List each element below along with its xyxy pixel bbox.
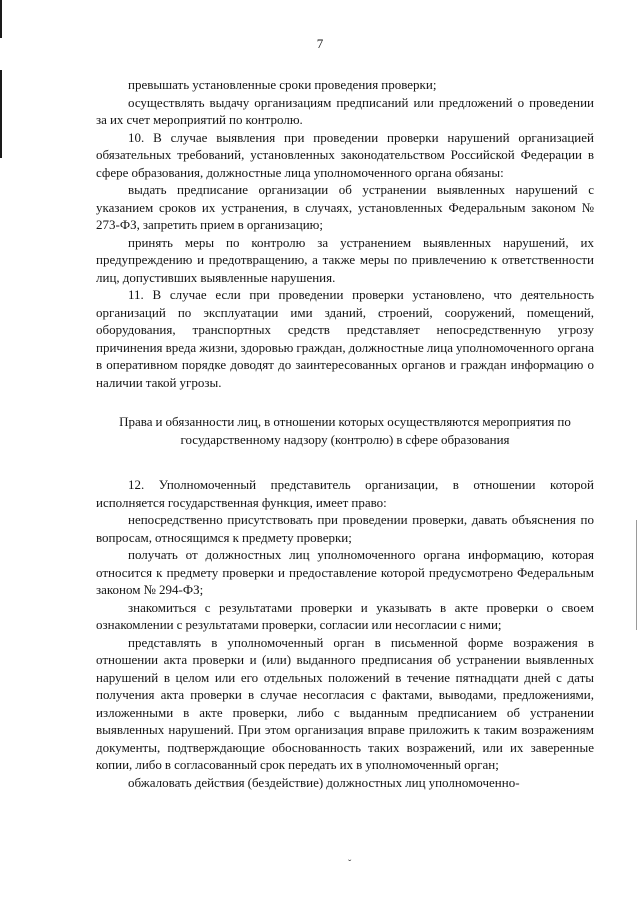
paragraph: 11. В случае если при проведении проверки установлено, что деятельность организаций по эксплуатации ими зданий, строений, сооружений, помещений, оборудования, транспортных средств представляет непосредственную угрозу причинения вреда жизни, здоровью граждан, должностные лица уполномоченного органа в оперативном порядке доводят до заинтересованных органов и граждан информацию о наличии такой угрозы. [96,287,594,390]
document-body [96,76,594,791]
paragraph: выдать предписание организации об устранении выявленных нарушений с указанием сроков их устранения, в случаях, установленных Федеральным законом № 273-ФЗ, запретить прием в организацию; [96,182,594,232]
paragraph: 12. Уполномоченный представитель организации, в отношении которой исполняется государственная функция, имеет право: [96,477,594,510]
scan-edge-mark-middle [0,70,2,158]
paragraph: 10. В случае выявления при проведении проверки нарушений организацией обязательных требований, установленных законодательством Российской Федерации в сфере образования, должностные лица уполномоченного органа обязаны: [96,129,594,180]
paragraph: непосредственно присутствовать при проведении проверки, давать объяснения по вопросам, относящимся к предмету проверки; [96,512,594,545]
paragraph: принять меры по контролю за устранением выявленных нарушений, их предупреждению и предотвращению, а также меры по привлечению к ответственности лиц, допустивших выявленные нарушения. [96,234,594,285]
paragraph: осуществлять выдачу организациям предписаний или предложений о проведении за их счет мероприятий по контролю. [96,94,594,127]
page-number: 7 [316,36,324,51]
scan-speck: ˇ [348,859,352,870]
paragraph: знакомиться с результатами проверки и указывать в акте проверки о своем ознакомлении с результатами проверки, согласии или несогласии с ними; [96,599,594,632]
scan-edge-mark-right [636,520,637,630]
scan-edge-mark-top [0,0,2,38]
section-heading: Права и обязанности лиц, в отношении которых осуществляются мероприятия по государственному надзору (контролю) в сфере образования [119,414,571,447]
paragraph: получать от должностных лиц уполномоченного органа информацию, которая относится к предмету проверки и предоставление которой предусмотрено Федеральным законом № 294-ФЗ; [96,547,594,597]
paragraph: превышать установленные сроки проведения проверки; [128,77,437,92]
paragraph: представлять в уполномоченный орган в письменной форме возражения в отношении акта проверки и (или) выданного предписания об устранении выявленных нарушений в целом или его отдельных положений в течение пятнадцати дней с даты получения акта проверки в случае несогласия с фактами, выводами, предложениями, изложенными в акте проверки, либо с выданным предписанием об устранении выявленных нарушений. При этом организация вправе приложить к таким возражениям документы, подтверждающие обоснованность таких возражений, или их заверенные копии, либо в согласованный срок передать их в уполномоченный орган; [96,634,594,772]
paragraph: обжаловать действия (бездействие) должностных лиц уполномоченно- [128,774,520,790]
